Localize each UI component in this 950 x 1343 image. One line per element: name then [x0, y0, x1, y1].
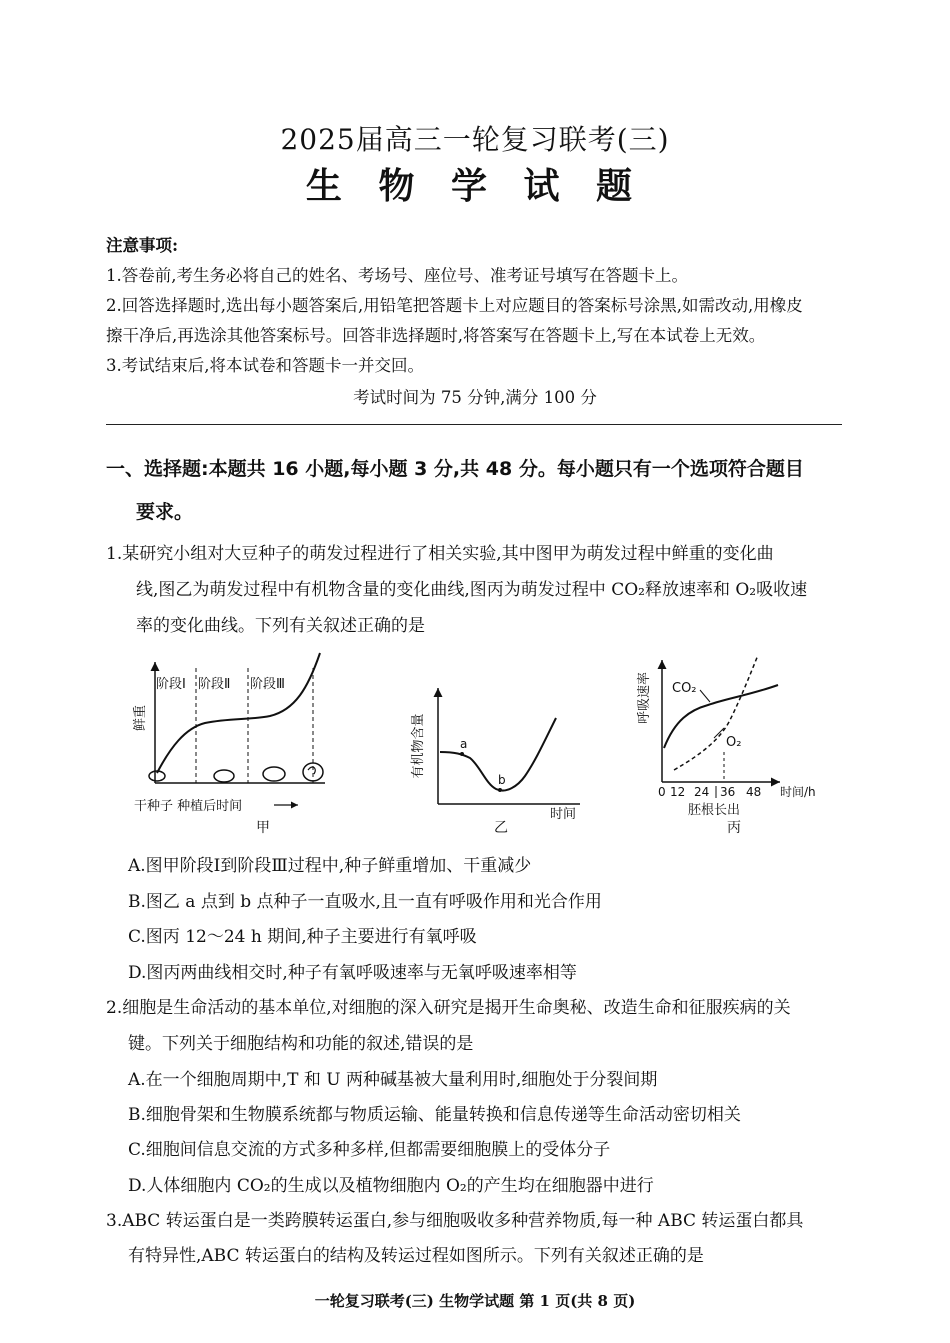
q3-stem-line-1: 3.ABC 转运蛋白是一类跨膜转运蛋白,参与细胞吸收多种营养物质,每一种 ABC 转运蛋白都具 — [106, 1211, 804, 1231]
exam-info: 考试时间为 75 分钟,满分 100 分 — [353, 388, 597, 407]
jia-stage-1-label: 阶段Ⅰ — [156, 677, 186, 692]
sprout-icon — [308, 767, 315, 774]
notice-item-2-cont: 擦干净后,再选涂其他答案标号。回答非选择题时,将答案写在答题卡上,写在本试卷上无效。 — [106, 326, 766, 345]
section-heading: 一、选择题:本题共 16 小题,每小题 3 分,共 48 分。每小题只有一个选项符合题目 — [106, 458, 804, 480]
yi-x-label: 时间 — [550, 807, 577, 822]
bing-tick-0: 0 — [658, 785, 666, 799]
bing-co2-pointer — [700, 690, 710, 702]
notice-item-2: 2.回答选择题时,选出每小题答案后,用铅笔把答题卡上对应题目的答案标号涂黑,如需改动,用橡皮 — [106, 296, 803, 315]
jia-y-label: 鲜重 — [133, 704, 148, 732]
section-heading-cont: 要求。 — [136, 501, 194, 523]
q1-option-b: B.图乙 a 点到 b 点种子一直吸水,且一直有呼吸作用和光合作用 — [128, 892, 602, 912]
exam-title: 2025届高三一轮复习联考(三) — [280, 123, 670, 156]
yi-caption: 乙 — [494, 820, 508, 836]
bing-tick-12: 12 — [670, 785, 686, 799]
bing-tick-24: 24 — [694, 785, 710, 799]
q1-stem-line-3: 率的变化曲线。下列有关叙述正确的是 — [136, 616, 425, 636]
q2-stem-line-2: 键。下列关于细胞结构和功能的叙述,错误的是 — [128, 1034, 474, 1054]
bing-note: 胚根长出 — [687, 803, 741, 818]
q2-option-c: C.细胞间信息交流的方式多种多样,但都需要细胞膜上的受体分子 — [128, 1140, 611, 1160]
q2-option-b: B.细胞骨架和生物膜系统都与物质运输、能量转换和信息传递等生命活动密切相关 — [128, 1105, 741, 1125]
bing-tick-48: 48 — [746, 785, 762, 799]
q2-option-d: D.人体细胞内 CO₂的生成以及植物细胞内 O₂的产生均在细胞器中进行 — [128, 1176, 654, 1196]
yi-point-a — [460, 752, 464, 756]
q1-stem-line-2: 线,图乙为萌发过程中有机物含量的变化曲线,图丙为萌发过程中 CO₂释放速率和 O₂吸收速 — [136, 580, 808, 600]
bing-x-label: 时间/h — [780, 785, 816, 799]
notice-item-1: 1.答卷前,考生务必将自己的姓名、考场号、座位号、准考证号填写在答题卡上。 — [106, 266, 688, 285]
yi-b-label: b — [498, 773, 506, 787]
sprouting-seed-icon — [303, 763, 323, 781]
jia-caption: 甲 — [256, 820, 270, 836]
jia-stage-2-label: 阶段Ⅱ — [198, 677, 231, 692]
divider — [106, 424, 842, 425]
bing-tick-36: 36 — [720, 785, 736, 799]
yi-a-label: a — [460, 737, 468, 751]
seed-icon — [263, 767, 285, 781]
exam-subject-title: 生 物 学 试 题 — [305, 166, 645, 207]
bing-caption: 丙 — [727, 820, 741, 836]
figure-jia — [130, 648, 340, 843]
jia-x-label: 干种子 种植后时间 — [134, 799, 243, 814]
figure-yi — [400, 680, 590, 840]
q2-option-a: A.在一个细胞周期中,T 和 U 两种碱基被大量利用时,细胞处于分裂间期 — [128, 1070, 658, 1090]
page-footer: 一轮复习联考(三) 生物学试题 第 1 页(共 8 页) — [314, 1292, 636, 1310]
q1-option-d: D.图丙两曲线相交时,种子有氧呼吸速率与无氧呼吸速率相等 — [128, 963, 577, 983]
bing-o2-curve — [674, 655, 758, 770]
notice-heading: 注意事项: — [106, 236, 179, 255]
q1-option-c: C.图丙 12～24 h 期间,种子主要进行有氧呼吸 — [128, 927, 477, 947]
jia-fresh-weight-curve — [157, 653, 320, 773]
q3-stem-line-2: 有特异性,ABC 转运蛋白的结构及转运过程如图所示。下列有关叙述正确的是 — [128, 1246, 704, 1266]
seed-icon — [214, 770, 234, 782]
bing-o2-label: O₂ — [726, 735, 742, 750]
q1-stem-line-1: 1.某研究小组对大豆种子的萌发过程进行了相关实验,其中图甲为萌发过程中鲜重的变化曲 — [106, 544, 774, 564]
yi-point-b — [498, 788, 502, 792]
bing-co2-label: CO₂ — [672, 681, 697, 696]
yi-y-label: 有机物含量 — [411, 713, 426, 779]
notice-item-3: 3.考试结束后,将本试卷和答题卡一并交回。 — [106, 356, 424, 375]
figure-bing — [630, 640, 840, 840]
q1-option-a: A.图甲阶段Ⅰ到阶段Ⅲ过程中,种子鲜重增加、干重减少 — [128, 856, 532, 876]
jia-stage-3-label: 阶段Ⅲ — [250, 677, 285, 692]
q2-stem-line-1: 2.细胞是生命活动的基本单位,对细胞的深入研究是揭开生命奥秘、改造生命和征服疾病的关 — [106, 998, 791, 1018]
bing-y-label: 呼吸速率 — [637, 671, 652, 725]
